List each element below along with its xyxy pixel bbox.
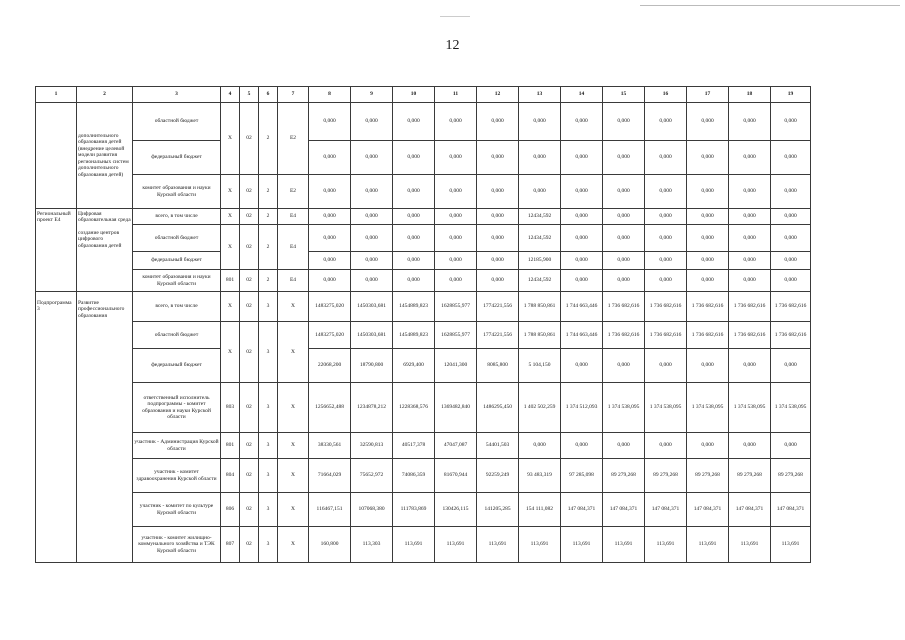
value-cell: 81670,944 [435, 459, 477, 493]
value-cell: 0,000 [771, 225, 811, 252]
value-cell: 1 374 538,095 [771, 383, 811, 433]
top-rule [640, 5, 900, 6]
value-cell: 0,000 [393, 141, 435, 175]
value-cell: 0,000 [435, 103, 477, 141]
value-cell: 93 483,319 [519, 459, 561, 493]
code-cell: 3 [259, 459, 278, 493]
value-cell: 0,000 [351, 175, 393, 209]
code-cell: 2 [259, 103, 278, 175]
header-cell: 9 [351, 87, 393, 103]
code-cell: 3 [259, 383, 278, 433]
value-cell: 0,000 [729, 349, 771, 383]
source-cell: участник - Администрация Курской области [133, 433, 221, 459]
value-cell: 1 788 850,861 [519, 292, 561, 322]
code-cell: 02 [240, 103, 259, 175]
value-cell: 0,000 [435, 175, 477, 209]
value-cell: 0,000 [309, 175, 351, 209]
value-cell: 0,000 [771, 349, 811, 383]
table-row [36, 270, 811, 292]
value-cell: 0,000 [645, 103, 687, 141]
code-cell: 2 [259, 225, 278, 270]
value-cell: 12185,900 [519, 252, 561, 270]
value-cell: 12434,592 [519, 225, 561, 252]
code-cell: Х [278, 527, 309, 563]
code-cell: Х [221, 175, 240, 209]
value-cell: 113,691 [729, 527, 771, 563]
code-cell: 2 [259, 270, 278, 292]
table-row [36, 141, 811, 175]
value-cell: 92259,249 [477, 459, 519, 493]
value-cell: 1 736 682,616 [603, 292, 645, 322]
header-cell: 7 [278, 87, 309, 103]
header-cell: 11 [435, 87, 477, 103]
value-cell: 0,000 [435, 141, 477, 175]
table-row [36, 493, 811, 527]
value-cell: 1486295,450 [477, 383, 519, 433]
code-cell: 02 [240, 292, 259, 322]
code-cell: 806 [221, 493, 240, 527]
value-cell: 107068,380 [351, 493, 393, 527]
value-cell: 0,000 [561, 270, 603, 292]
value-cell: 1450303,681 [351, 322, 393, 349]
value-cell: 1 736 682,616 [729, 292, 771, 322]
value-cell: 0,000 [729, 209, 771, 225]
code-cell: 02 [240, 270, 259, 292]
value-cell: 1454889,823 [393, 322, 435, 349]
value-cell: 147 084,371 [645, 493, 687, 527]
value-cell: 0,000 [645, 225, 687, 252]
value-cell: 0,000 [477, 103, 519, 141]
header-cell: 13 [519, 87, 561, 103]
code-cell: 02 [240, 459, 259, 493]
source-cell: федеральный бюджет [133, 252, 221, 270]
code-cell: 02 [240, 383, 259, 433]
value-cell: 0,000 [519, 433, 561, 459]
value-cell: 0,000 [603, 175, 645, 209]
value-cell: 89 279,268 [771, 459, 811, 493]
value-cell: 0,000 [561, 175, 603, 209]
header-cell: 10 [393, 87, 435, 103]
value-cell: 0,000 [561, 225, 603, 252]
value-cell: 71664,029 [309, 459, 351, 493]
value-cell: 97 285,098 [561, 459, 603, 493]
header-row [36, 87, 811, 103]
value-cell: 0,000 [687, 141, 729, 175]
value-cell: 0,000 [351, 209, 393, 225]
source-cell: областной бюджет [133, 103, 221, 141]
code-cell: 804 [221, 459, 240, 493]
value-cell: 0,000 [435, 252, 477, 270]
source-cell: участник - комитет жилищно-коммунального хозяйства и ТЭК Курской области [133, 527, 221, 563]
code-cell: 02 [240, 209, 259, 225]
table-row [36, 103, 811, 141]
event-name-cell: дополнительного образования детей (внедрение целевой модели развития региональных систем дополнительного образования детей) [77, 103, 133, 209]
header-cell: 2 [77, 87, 133, 103]
value-cell: 0,000 [309, 141, 351, 175]
code-cell: 3 [259, 433, 278, 459]
value-cell: 0,000 [603, 209, 645, 225]
value-cell: 0,000 [687, 175, 729, 209]
value-cell: 0,000 [645, 433, 687, 459]
value-cell: 0,000 [351, 141, 393, 175]
event-name-cell: Развитие профессионального образования [77, 292, 133, 563]
code-cell: 2 [259, 209, 278, 225]
code-cell: 3 [259, 322, 278, 383]
program-cell: Региональный проект Е4 [36, 209, 77, 292]
value-cell: 47047,087 [435, 433, 477, 459]
value-cell: 0,000 [771, 209, 811, 225]
value-cell: 0,000 [687, 270, 729, 292]
code-cell: Х [278, 459, 309, 493]
value-cell: 1 736 682,616 [687, 322, 729, 349]
header-cell: 15 [603, 87, 645, 103]
value-cell: 0,000 [477, 225, 519, 252]
value-cell: 1 374 538,095 [645, 383, 687, 433]
value-cell: 0,000 [645, 141, 687, 175]
value-cell: 111783,869 [393, 493, 435, 527]
value-cell: 1 374 538,095 [603, 383, 645, 433]
table-row [36, 433, 811, 459]
code-cell: Е2 [278, 175, 309, 209]
header-cell: 8 [309, 87, 351, 103]
value-cell: 1 736 682,616 [645, 322, 687, 349]
value-cell: 0,000 [351, 270, 393, 292]
value-cell: 0,000 [603, 103, 645, 141]
code-cell: Х [278, 292, 309, 322]
table-row [36, 292, 811, 322]
value-cell: 0,000 [561, 141, 603, 175]
value-cell: 0,000 [393, 252, 435, 270]
top-mark [440, 16, 470, 17]
value-cell: 0,000 [771, 433, 811, 459]
value-cell: 1 736 682,616 [771, 292, 811, 322]
value-cell: 0,000 [309, 209, 351, 225]
value-cell: 0,000 [561, 103, 603, 141]
value-cell: 0,000 [687, 252, 729, 270]
value-cell: 1628855,977 [435, 292, 477, 322]
value-cell: 0,000 [393, 209, 435, 225]
value-cell: 0,000 [771, 103, 811, 141]
value-cell: 0,000 [561, 252, 603, 270]
value-cell: 1 736 682,616 [687, 292, 729, 322]
value-cell: 0,000 [561, 433, 603, 459]
value-cell: 0,000 [309, 225, 351, 252]
value-cell: 12434,592 [519, 209, 561, 225]
source-cell: участник - комитет по культуре Курской области [133, 493, 221, 527]
header-cell: 3 [133, 87, 221, 103]
value-cell: 54401,503 [477, 433, 519, 459]
code-cell: Е4 [278, 225, 309, 270]
value-cell: 0,000 [351, 103, 393, 141]
code-cell: Е2 [278, 103, 309, 175]
value-cell: 113,303 [351, 527, 393, 563]
source-cell: федеральный бюджет [133, 349, 221, 383]
value-cell: 1 744 663,446 [561, 322, 603, 349]
code-cell: Х [278, 433, 309, 459]
code-cell: 807 [221, 527, 240, 563]
value-cell: 113,691 [435, 527, 477, 563]
value-cell: 74086,359 [393, 459, 435, 493]
value-cell: 1 736 682,616 [729, 322, 771, 349]
value-cell: 154 111,082 [519, 493, 561, 527]
value-cell: 0,000 [435, 270, 477, 292]
code-cell: 2 [259, 175, 278, 209]
source-cell: всего, в том числе [133, 209, 221, 225]
header-cell: 19 [771, 87, 811, 103]
value-cell: 0,000 [351, 225, 393, 252]
value-cell: 1483275,020 [309, 292, 351, 322]
event-name: Цифровая образовательная среда [78, 211, 131, 224]
value-cell: 0,000 [519, 141, 561, 175]
code-cell: Х [278, 383, 309, 433]
value-cell: 0,000 [645, 270, 687, 292]
source-cell: всего, в том числе [133, 292, 221, 322]
header-cell: 6 [259, 87, 278, 103]
header-cell: 18 [729, 87, 771, 103]
value-cell: 1483275,020 [309, 322, 351, 349]
value-cell: 1 736 682,616 [645, 292, 687, 322]
value-cell: 89 279,268 [645, 459, 687, 493]
header-cell: 14 [561, 87, 603, 103]
value-cell: 0,000 [519, 103, 561, 141]
value-cell: 0,000 [435, 209, 477, 225]
value-cell: 113,691 [477, 527, 519, 563]
header-cell: 5 [240, 87, 259, 103]
source-cell: областной бюджет [133, 225, 221, 252]
value-cell: 0,000 [645, 349, 687, 383]
value-cell: 0,000 [519, 175, 561, 209]
header-cell: 17 [687, 87, 729, 103]
value-cell: 1 374 512,093 [561, 383, 603, 433]
value-cell: 113,691 [687, 527, 729, 563]
value-cell: 0,000 [687, 103, 729, 141]
code-cell: 02 [240, 433, 259, 459]
table-row [36, 209, 811, 225]
value-cell: 1228368,576 [393, 383, 435, 433]
value-cell: 12041,300 [435, 349, 477, 383]
page-number: 12 [445, 38, 460, 53]
value-cell: 0,000 [645, 209, 687, 225]
value-cell: 12434,592 [519, 270, 561, 292]
value-cell: 113,691 [603, 527, 645, 563]
value-cell: 147 084,371 [771, 493, 811, 527]
value-cell: 0,000 [561, 209, 603, 225]
value-cell: 0,000 [729, 225, 771, 252]
table-row [36, 459, 811, 493]
value-cell: 6929,400 [393, 349, 435, 383]
value-cell: 0,000 [477, 270, 519, 292]
code-cell: 801 [221, 433, 240, 459]
value-cell: 0,000 [477, 175, 519, 209]
value-cell: 147 084,371 [729, 493, 771, 527]
value-cell: 0,000 [729, 175, 771, 209]
value-cell: 0,000 [687, 209, 729, 225]
table-row [36, 349, 811, 383]
value-cell: 0,000 [477, 141, 519, 175]
source-cell: комитет образования и науки Курской области [133, 175, 221, 209]
value-cell: 1 374 538,095 [687, 383, 729, 433]
table-row [36, 527, 811, 563]
header-cell: 4 [221, 87, 240, 103]
value-cell: 22068,200 [309, 349, 351, 383]
value-cell: 130426,115 [435, 493, 477, 527]
program-cell [36, 103, 77, 209]
value-cell: 0,000 [309, 252, 351, 270]
value-cell: 113,691 [561, 527, 603, 563]
value-cell: 0,000 [771, 252, 811, 270]
value-cell: 8085,800 [477, 349, 519, 383]
value-cell: 113,691 [771, 527, 811, 563]
value-cell: 1 736 682,616 [771, 322, 811, 349]
value-cell: 0,000 [645, 175, 687, 209]
value-cell: 1 402 502,259 [519, 383, 561, 433]
value-cell: 0,000 [729, 433, 771, 459]
value-cell: 1 374 538,095 [729, 383, 771, 433]
value-cell: 116467,151 [309, 493, 351, 527]
value-cell: 1234878,212 [351, 383, 393, 433]
value-cell: 40517,378 [393, 433, 435, 459]
value-cell: 113,691 [519, 527, 561, 563]
table-row [36, 383, 811, 433]
value-cell: 0,000 [729, 270, 771, 292]
value-cell: 1774221,556 [477, 322, 519, 349]
value-cell: 1256652,488 [309, 383, 351, 433]
value-cell: 0,000 [729, 141, 771, 175]
code-cell: 02 [240, 225, 259, 270]
value-cell: 0,000 [309, 270, 351, 292]
table-row [36, 225, 811, 252]
code-cell: Х [221, 292, 240, 322]
value-cell: 0,000 [729, 103, 771, 141]
value-cell: 1774221,556 [477, 292, 519, 322]
value-cell: 1 744 663,446 [561, 292, 603, 322]
value-cell: 1369482,840 [435, 383, 477, 433]
value-cell: 0,000 [351, 252, 393, 270]
value-cell: 160,800 [309, 527, 351, 563]
value-cell: 0,000 [645, 252, 687, 270]
code-cell: Х [221, 225, 240, 270]
code-cell: 803 [221, 383, 240, 433]
code-cell: Х [278, 322, 309, 383]
code-cell: 02 [240, 493, 259, 527]
value-cell: 0,000 [393, 225, 435, 252]
value-cell: 0,000 [603, 433, 645, 459]
value-cell: 1 736 682,616 [603, 322, 645, 349]
source-cell: областной бюджет [133, 322, 221, 349]
value-cell: 141205,285 [477, 493, 519, 527]
value-cell: 38330,561 [309, 433, 351, 459]
event-subname: создание центров цифрового образования детей [78, 229, 122, 249]
value-cell: 0,000 [435, 225, 477, 252]
value-cell: 1628855,977 [435, 322, 477, 349]
code-cell: 3 [259, 292, 278, 322]
table-row [36, 175, 811, 209]
value-cell: 1 788 850,861 [519, 322, 561, 349]
value-cell: 0,000 [393, 175, 435, 209]
value-cell: 89 279,268 [603, 459, 645, 493]
value-cell: 1454889,823 [393, 292, 435, 322]
value-cell: 18790,800 [351, 349, 393, 383]
value-cell: 75652,972 [351, 459, 393, 493]
value-cell: 0,000 [771, 270, 811, 292]
value-cell: 147 084,371 [687, 493, 729, 527]
source-cell: ответственный исполнитель подпрограммы - комитет образования и науки Курской области [133, 383, 221, 433]
code-cell: Х [221, 103, 240, 175]
value-cell: 0,000 [477, 209, 519, 225]
value-cell: 113,691 [645, 527, 687, 563]
code-cell: Х [278, 493, 309, 527]
code-cell: Х [221, 209, 240, 225]
code-cell: 3 [259, 527, 278, 563]
header-cell: 16 [645, 87, 687, 103]
value-cell: 0,000 [603, 141, 645, 175]
code-cell: Х [221, 322, 240, 383]
value-cell: 0,000 [729, 252, 771, 270]
value-cell: 0,000 [687, 225, 729, 252]
value-cell: 5 104,150 [519, 349, 561, 383]
budget-table [35, 86, 811, 563]
value-cell: 0,000 [603, 252, 645, 270]
table-row [36, 252, 811, 270]
value-cell: 0,000 [603, 349, 645, 383]
code-cell: 801 [221, 270, 240, 292]
value-cell: 0,000 [477, 252, 519, 270]
table-row [36, 322, 811, 349]
value-cell: 89 279,268 [687, 459, 729, 493]
value-cell: 1450303,681 [351, 292, 393, 322]
code-cell: 02 [240, 175, 259, 209]
code-cell: 02 [240, 527, 259, 563]
value-cell: 0,000 [393, 103, 435, 141]
value-cell: 0,000 [687, 433, 729, 459]
value-cell: 0,000 [603, 270, 645, 292]
value-cell: 0,000 [771, 141, 811, 175]
value-cell: 0,000 [771, 175, 811, 209]
program-cell: Подпрограмма 3 [36, 292, 77, 563]
value-cell: 0,000 [309, 103, 351, 141]
header-cell: 12 [477, 87, 519, 103]
value-cell: 0,000 [393, 270, 435, 292]
source-cell: участник - комитет здравоохранения Курской области [133, 459, 221, 493]
source-cell: комитет образования и науки Курской области [133, 270, 221, 292]
code-cell: 3 [259, 493, 278, 527]
code-cell: 02 [240, 322, 259, 383]
event-name-cell [77, 209, 133, 292]
source-cell: федеральный бюджет [133, 141, 221, 175]
value-cell: 147 084,371 [603, 493, 645, 527]
code-cell: Е4 [278, 270, 309, 292]
value-cell: 32590,813 [351, 433, 393, 459]
value-cell: 0,000 [687, 349, 729, 383]
value-cell: 0,000 [603, 225, 645, 252]
value-cell: 147 084,371 [561, 493, 603, 527]
value-cell: 113,691 [393, 527, 435, 563]
value-cell: 89 279,268 [729, 459, 771, 493]
code-cell: Е4 [278, 209, 309, 225]
header-cell: 1 [36, 87, 77, 103]
value-cell: 0,000 [561, 349, 603, 383]
